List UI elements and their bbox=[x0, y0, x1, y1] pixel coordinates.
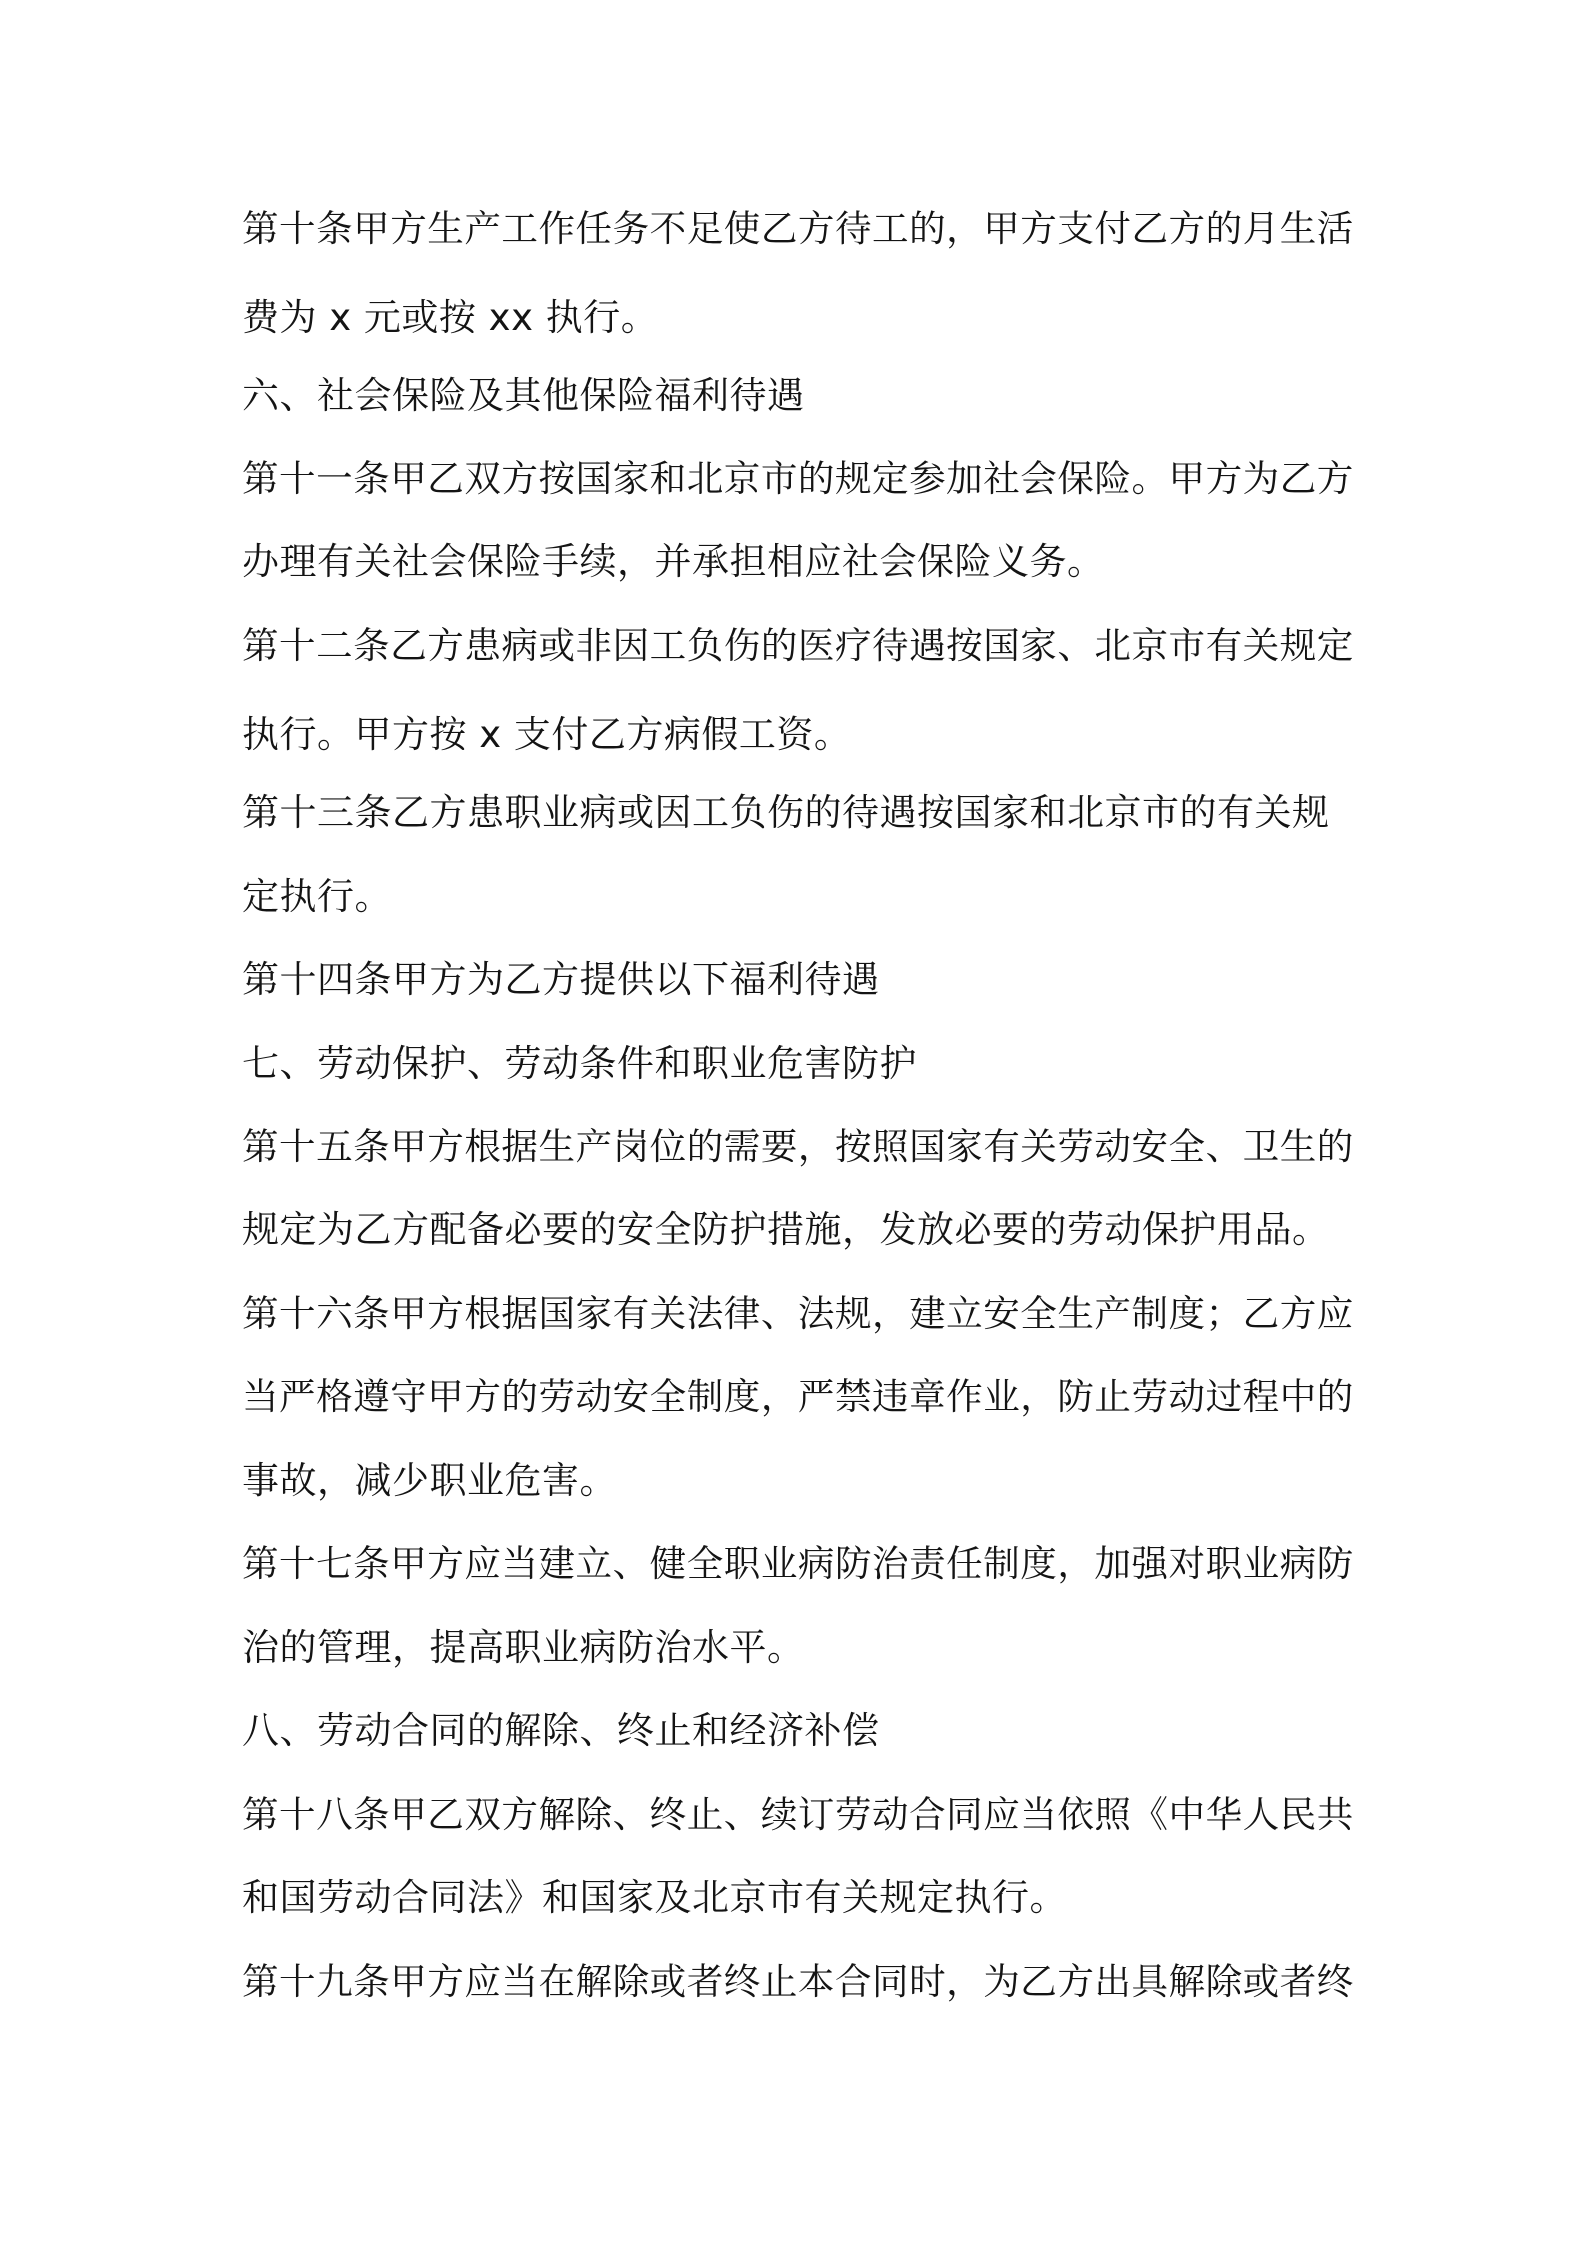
text-line-22: 第十九条甲方应当在解除或者终止本合同时，为乙方出具解除或者终 bbox=[242, 1960, 1354, 2003]
text-line-10: 第十四条甲方为乙方提供以下福利待遇 bbox=[242, 958, 880, 1001]
text-line-8: 第十三条乙方患职业病或因工负伤的待遇按国家和北京市的有关规 bbox=[242, 791, 1330, 834]
text-line-6: 第十二条乙方患病或非因工负伤的医疗待遇按国家、北京市有关规定 bbox=[242, 624, 1354, 667]
text-line-7: 执行。甲方按 x 支付乙方病假工资。 bbox=[242, 713, 852, 756]
text-line-17: 第十七条甲方应当建立、健全职业病防治责任制度，加强对职业病防 bbox=[242, 1542, 1354, 1585]
text-line-13: 规定为乙方配备必要的安全防护措施，发放必要的劳动保护用品。 bbox=[242, 1208, 1330, 1251]
text-line-15: 当严格遵守甲方的劳动安全制度，严禁违章作业，防止劳动过程中的 bbox=[242, 1375, 1354, 1418]
text-line-2: 费为 x 元或按 xx 执行。 bbox=[242, 296, 659, 339]
section-heading-7: 七、劳动保护、劳动条件和职业危害防护 bbox=[242, 1042, 917, 1085]
text-line-18: 治的管理，提高职业病防治水平。 bbox=[242, 1626, 805, 1669]
section-heading-8: 八、劳动合同的解除、终止和经济补偿 bbox=[242, 1709, 880, 1752]
text-line-5: 办理有关社会保险手续，并承担相应社会保险义务。 bbox=[242, 540, 1105, 583]
text-line-16: 事故，减少职业危害。 bbox=[242, 1459, 617, 1502]
section-heading-6: 六、社会保险及其他保险福利待遇 bbox=[242, 374, 805, 417]
text-line-1: 第十条甲方生产工作任务不足使乙方待工的，甲方支付乙方的月生活 bbox=[242, 207, 1354, 250]
text-line-14: 第十六条甲方根据国家有关法律、法规，建立安全生产制度；乙方应 bbox=[242, 1292, 1354, 1335]
text-line-4: 第十一条甲乙双方按国家和北京市的规定参加社会保险。甲方为乙方 bbox=[242, 457, 1354, 500]
text-line-20: 第十八条甲乙双方解除、终止、续订劳动合同应当依照《中华人民共 bbox=[242, 1793, 1354, 1836]
text-line-9: 定执行。 bbox=[242, 875, 392, 918]
text-line-21: 和国劳动合同法》和国家及北京市有关规定执行。 bbox=[242, 1876, 1067, 1919]
text-line-12: 第十五条甲方根据生产岗位的需要，按照国家有关劳动安全、卫生的 bbox=[242, 1125, 1354, 1168]
